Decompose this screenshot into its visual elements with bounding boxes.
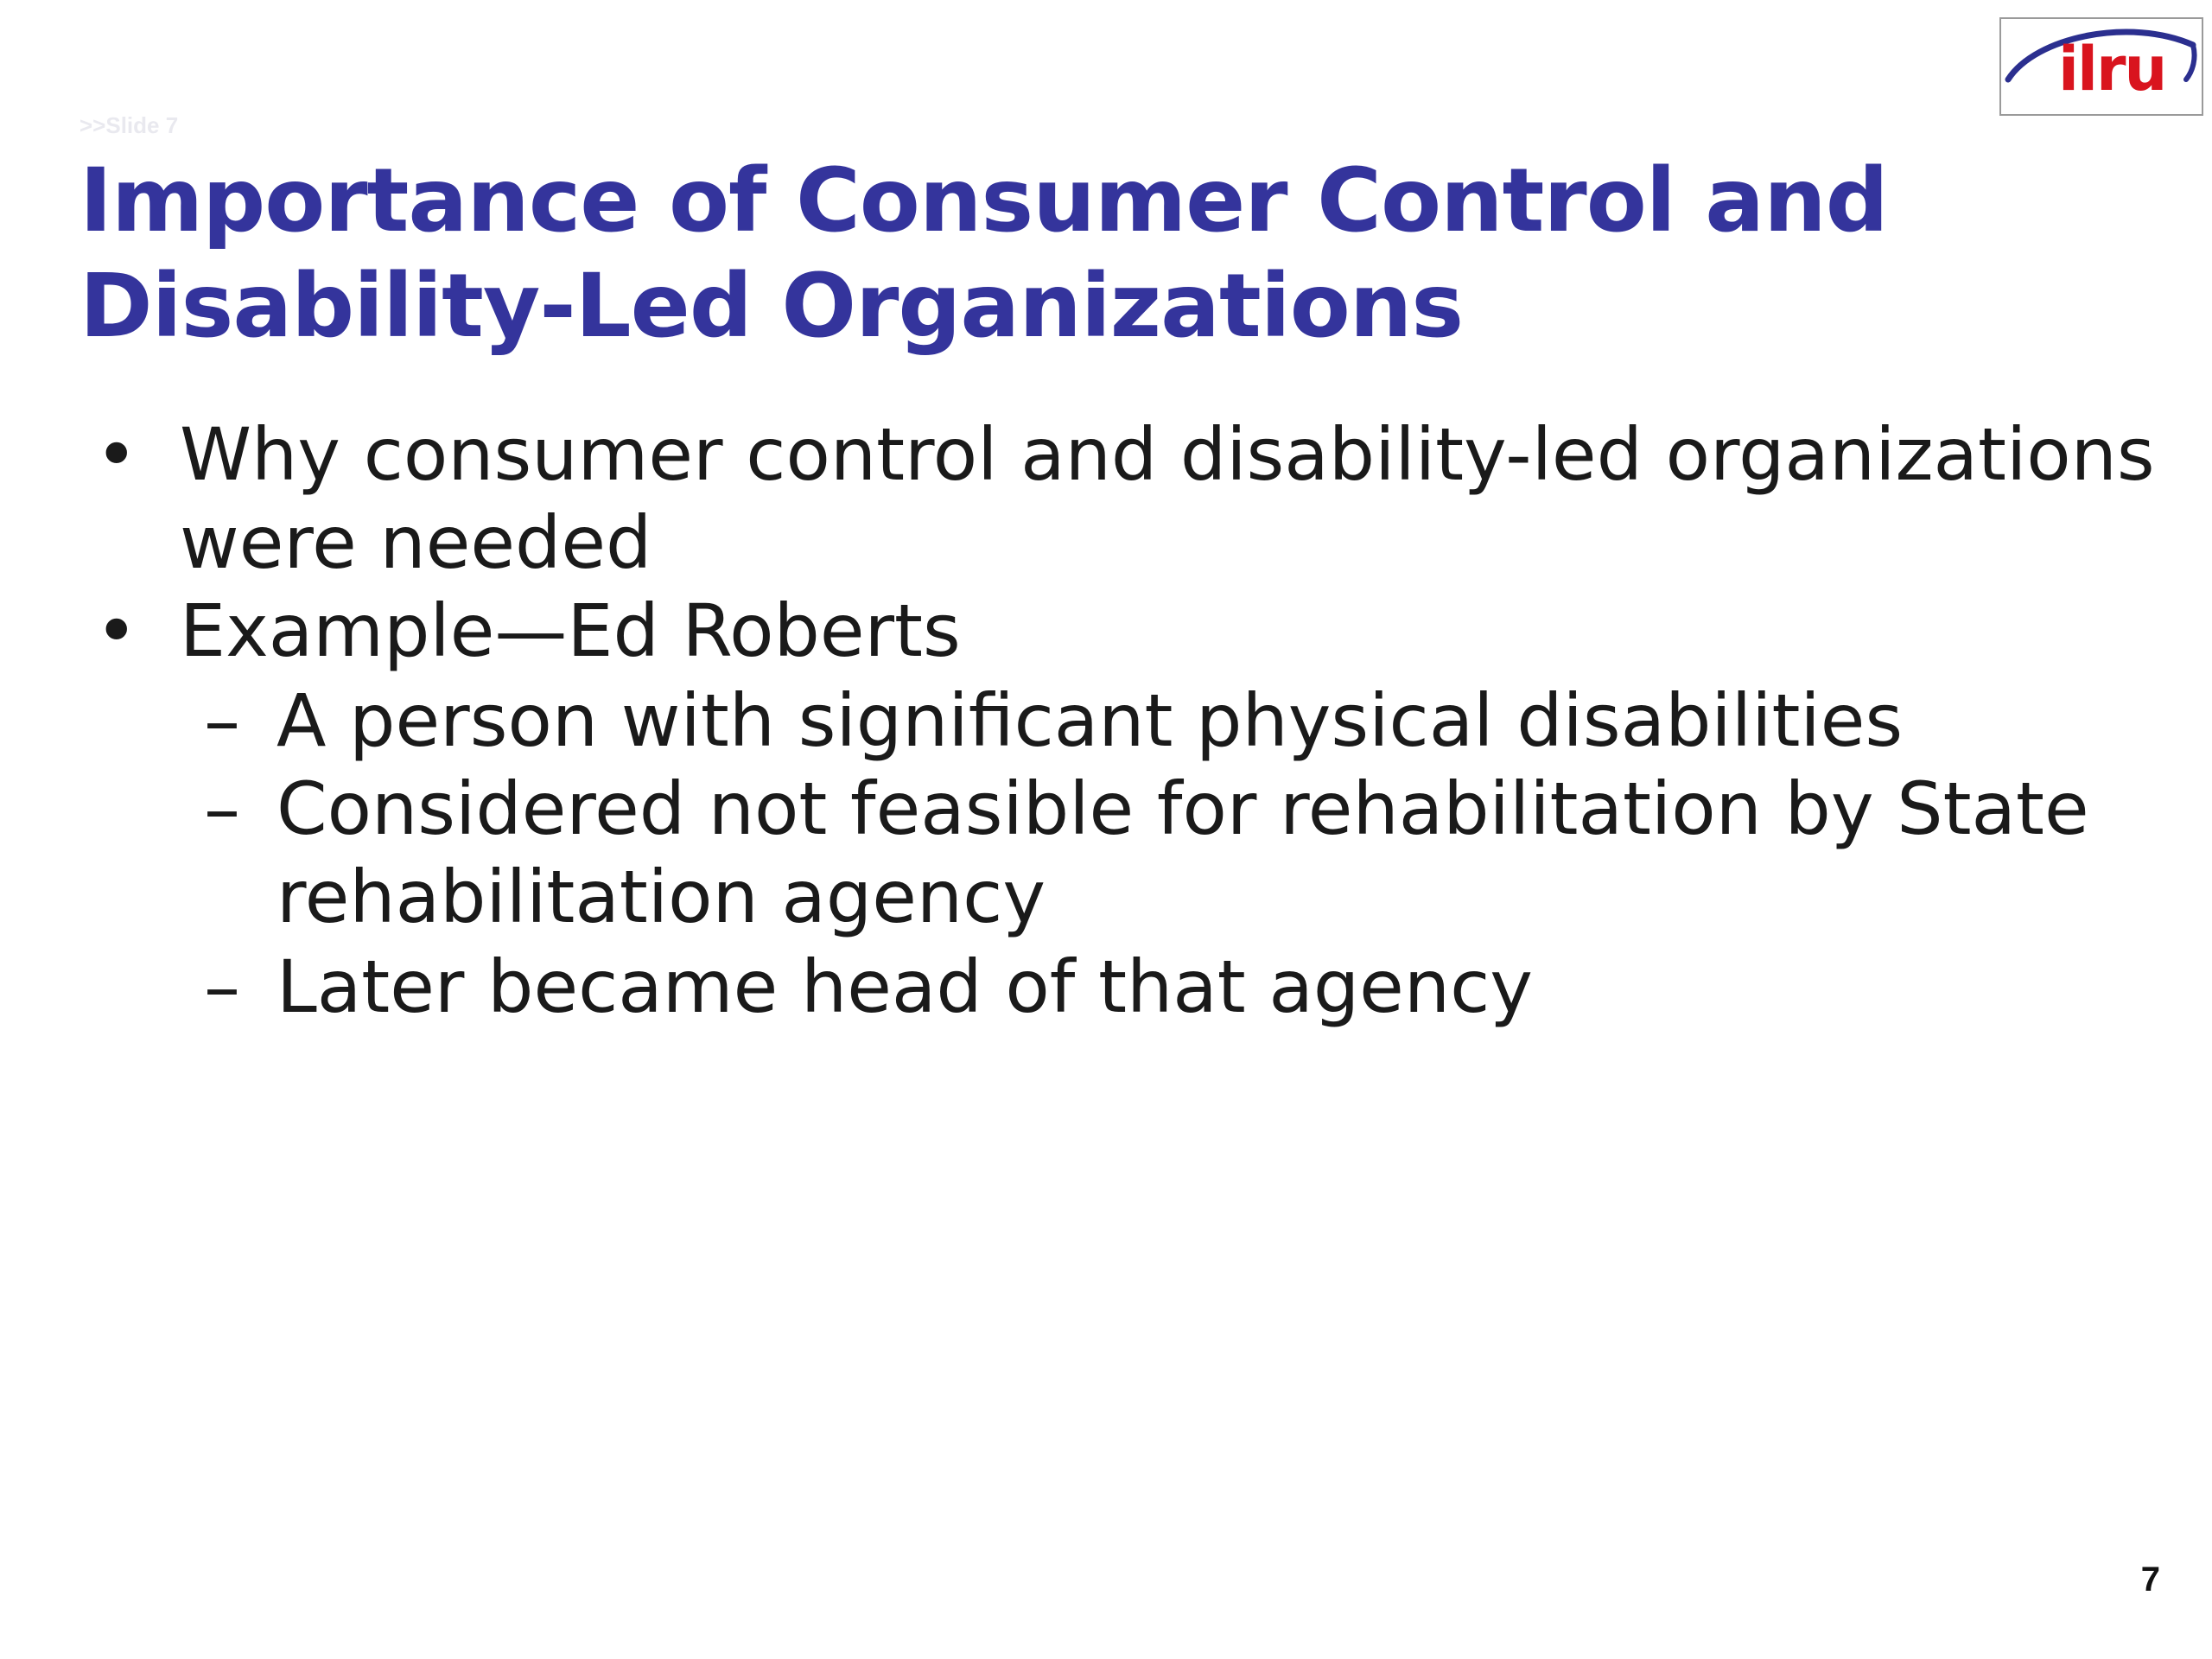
sub-bullet-1-symbol: – [204, 678, 240, 763]
slide-title-line-1: Importance of Consumer Control and [79, 149, 1888, 252]
sub-bullet-3-symbol: – [204, 944, 240, 1029]
sub-bullet-1-line-1: A person with significant physical disabilities [276, 678, 1904, 763]
logo-wordmark: ilru [2058, 34, 2166, 105]
sub-bullet-2-line-2: rehabilitation agency [276, 855, 1046, 939]
bullet-1-line-2: were needed [180, 500, 652, 585]
sub-bullet-2-symbol: – [204, 766, 240, 851]
bullet-2-symbol: • [95, 588, 138, 673]
bullet-1-symbol: • [95, 412, 138, 497]
sub-bullet-2-line-1: Considered not feasible for rehabilitation by State [276, 766, 2089, 851]
slide-marker: >>Slide 7 [79, 112, 179, 138]
bullet-2-line-1: Example—Ed Roberts [180, 588, 961, 673]
sub-bullet-3-line-1: Later became head of that agency [276, 944, 1533, 1029]
slide-title-line-2: Disability-Led Organizations [79, 255, 1464, 358]
page-number: 7 [2140, 1560, 2160, 1599]
bullet-1-line-1: Why consumer control and disability-led organizations [180, 412, 2155, 497]
